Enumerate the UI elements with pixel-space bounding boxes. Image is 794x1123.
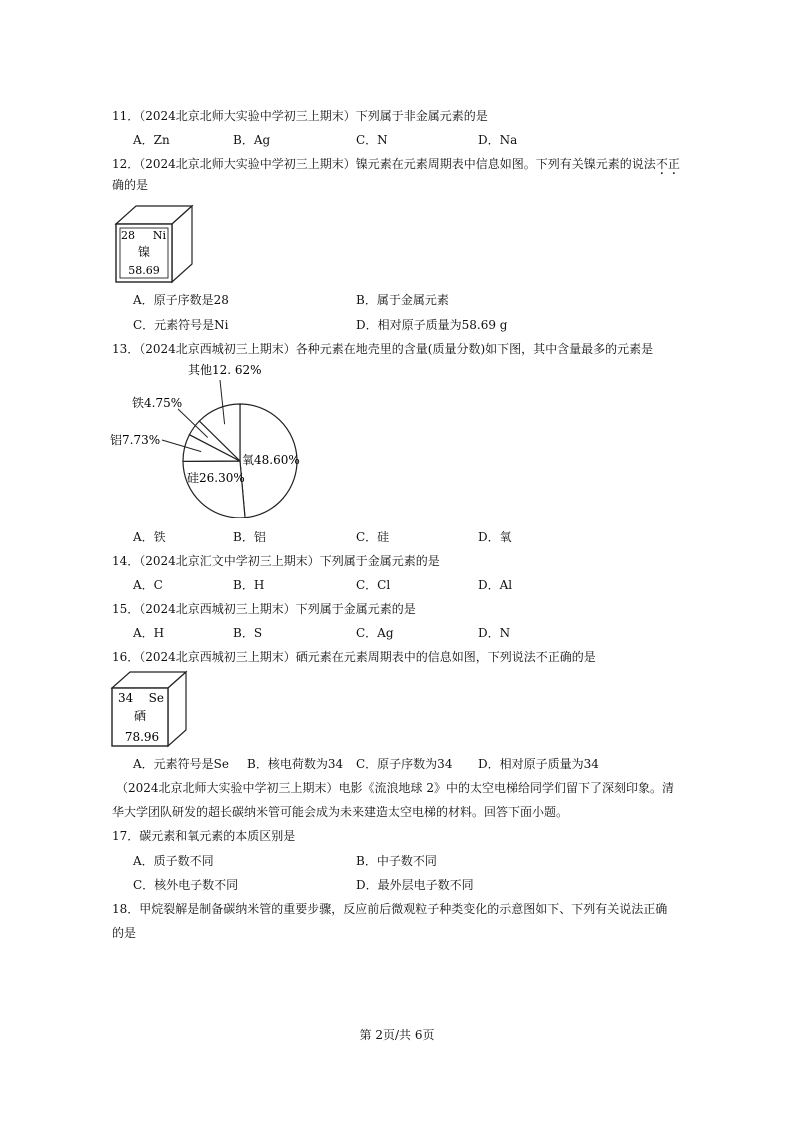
q12-option-a: A．原子序数是28 bbox=[133, 293, 229, 307]
q16-option-d: D．相对原子质量为34 bbox=[478, 757, 599, 771]
q16-option-a: A．元素符号是Se bbox=[133, 757, 229, 771]
q17-option-d: D．最外层电子数不同 bbox=[356, 878, 474, 892]
q15-option-c: C．Ag bbox=[356, 626, 394, 640]
crust-element-pie-chart bbox=[108, 358, 308, 518]
pie-label-4: 其他12. 62% bbox=[188, 363, 262, 377]
q12-stem: 12．（2024北京北师大实验中学初三上期末）镍元素在元素周期表中信息如图。下列有关镍元素的说法不正 bbox=[112, 157, 680, 171]
q11-option-c: C．N bbox=[356, 133, 388, 147]
selenium-name: 硒 bbox=[133, 709, 147, 723]
q13-option-b: B．铝 bbox=[233, 530, 266, 544]
q17-stem: 17．碳元素和氧元素的本质区别是 bbox=[112, 829, 296, 843]
q17-option-c: C．核外电子数不同 bbox=[133, 878, 239, 892]
nickel-atomic-number: 28 bbox=[121, 229, 135, 242]
q14-option-b: B．H bbox=[233, 578, 265, 592]
q15-option-d: D．N bbox=[478, 626, 511, 640]
q14-stem: 14．（2024北京汇文中学初三上期末）下列属于金属元素的是 bbox=[112, 554, 440, 568]
q11-option-b: B．Ag bbox=[233, 133, 271, 147]
selenium-mass: 78.96 bbox=[124, 730, 160, 744]
nickel-symbol: Ni bbox=[152, 229, 166, 242]
passage-line-2: 华大学团队研发的超长碳纳米管可能会成为未来建造太空电梯的材料。回答下面小题。 bbox=[112, 805, 569, 819]
q12-option-c: C．元素符号是Ni bbox=[133, 318, 229, 332]
passage-line-1: （2024北京北师大实验中学初三上期末）电影《流浪地球 2》中的太空电梯给同学们留下了深刻印象。清 bbox=[116, 781, 674, 795]
q11-stem: 11．（2024北京北师大实验中学初三上期末）下列属于非金属元素的是 bbox=[112, 109, 488, 123]
q18-stem: 18．甲烷裂解是制备碳纳米管的重要步骤，反应前后微观粒子种类变化的示意图如下、下列有关说法正确 bbox=[112, 902, 668, 916]
q14-option-a: A．C bbox=[133, 578, 163, 592]
q16-option-b: B．核电荷数为34 bbox=[247, 757, 344, 771]
q14-option-c: C．Cl bbox=[356, 578, 391, 592]
selenium-atomic-number: 34 bbox=[118, 691, 134, 705]
pie-slice-1 bbox=[183, 461, 245, 518]
q12-option-b: B．属于金属元素 bbox=[356, 293, 449, 307]
q11-option-a: A．Zn bbox=[133, 133, 170, 147]
q13-stem: 13．（2024北京西城初三上期末）各种元素在地壳里的含量(质量分数)如下图，其中含量最多的元素是 bbox=[112, 342, 654, 356]
q18-stem-line2: 的是 bbox=[112, 926, 137, 940]
pie-label-3: 铁4.75% bbox=[132, 396, 183, 410]
q13-option-c: C．硅 bbox=[356, 530, 390, 544]
q15-option-a: A．H bbox=[133, 626, 165, 640]
nickel-element-card bbox=[110, 200, 196, 286]
q13-option-a: A．铁 bbox=[133, 530, 166, 544]
selenium-element-card bbox=[108, 668, 190, 750]
q15-option-b: B．S bbox=[233, 626, 263, 640]
pie-label-1: 硅26.30% bbox=[187, 471, 245, 485]
q15-stem: 15．（2024北京西城初三上期末）下列属于金属元素的是 bbox=[112, 602, 416, 616]
nickel-mass: 58.69 bbox=[128, 264, 160, 277]
q17-option-b: B．中子数不同 bbox=[356, 854, 437, 868]
q11-option-d: D．Na bbox=[478, 133, 518, 147]
pie-label-2: 铝7.73% bbox=[110, 433, 161, 447]
page-footer: 第 2页/共 6页 bbox=[359, 1028, 435, 1042]
q14-option-d: D．Al bbox=[478, 578, 513, 592]
pie-label-0: 氧48.60% bbox=[242, 453, 300, 467]
q13-option-d: D．氧 bbox=[478, 530, 512, 544]
nickel-name: 镍 bbox=[137, 245, 151, 259]
q16-stem: 16．（2024北京西城初三上期末）硒元素在元素周期表中的信息如图，下列说法不正确的是 bbox=[112, 650, 596, 664]
q12-stem-line2: 确的是 bbox=[112, 178, 149, 192]
q17-option-a: A．质子数不同 bbox=[133, 854, 214, 868]
q16-option-c: C．原子序数为34 bbox=[356, 757, 453, 771]
selenium-symbol: Se bbox=[148, 691, 164, 705]
q12-option-d: D．相对原子质量为58.69 g bbox=[356, 318, 508, 332]
